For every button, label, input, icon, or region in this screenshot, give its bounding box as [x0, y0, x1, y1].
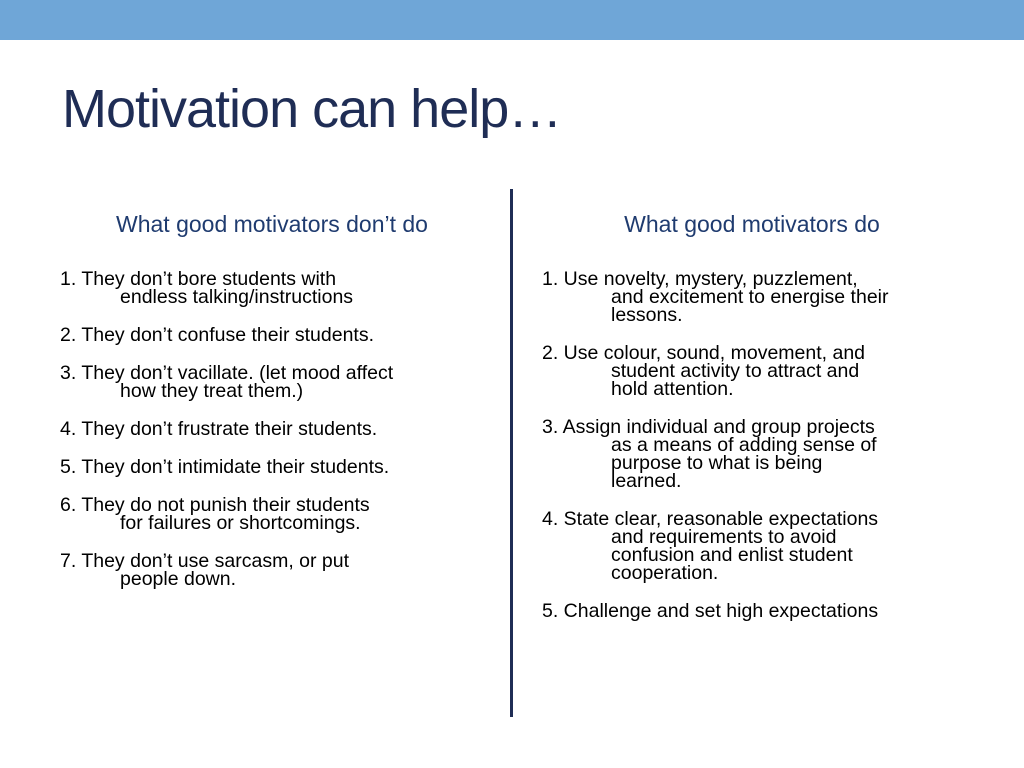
list-item-line: 7. They don’t use sarcasm, or put — [60, 550, 350, 572]
left-list-item-1 — [60, 270, 500, 306]
top-accent-bar — [0, 0, 1024, 40]
list-item-line: 1. Use novelty, mystery, puzzlement, — [542, 268, 858, 290]
list-item-line: 4. They don’t frustrate their students. — [60, 418, 378, 440]
list-item-line: hold attention. — [611, 378, 734, 400]
left-list-item-4 — [60, 420, 500, 438]
slide-title: Motivation can help… — [62, 79, 562, 139]
list-item-line: 3. They don’t vacillate. (let mood affect — [60, 362, 394, 384]
list-item-line: people down. — [120, 568, 237, 590]
list-item-line: endless talking/instructions — [120, 286, 354, 308]
right-list-item-2 — [542, 344, 982, 398]
column-divider — [510, 189, 513, 717]
left-list-item-6 — [60, 496, 500, 532]
list-item-line: lessons. — [611, 304, 683, 326]
left-column — [60, 208, 500, 608]
right-list-item-5 — [542, 602, 982, 620]
right-list-item-1 — [542, 270, 982, 324]
right-column-heading: What good motivators do — [624, 211, 880, 237]
list-item-line: 1. They don’t bore students with — [60, 268, 337, 290]
left-column-heading: What good motivators don’t do — [116, 211, 428, 237]
list-item-line: 2. Use colour, sound, movement, and — [542, 342, 866, 364]
list-item-line: as a means of adding sense of — [611, 434, 877, 456]
list-item-line: 2. They don’t confuse their students. — [60, 324, 374, 346]
list-item-line: confusion and enlist student — [611, 544, 853, 566]
left-list-item-2 — [60, 326, 500, 344]
list-item-line: 5. Challenge and set high expectations — [542, 600, 879, 622]
left-column-list — [60, 270, 500, 588]
right-list-item-4 — [542, 510, 982, 582]
list-item-line: cooperation. — [611, 562, 719, 584]
right-list-item-3 — [542, 418, 982, 490]
list-item-line: 5. They don’t intimidate their students. — [60, 456, 390, 478]
list-item-line: learned. — [611, 470, 682, 492]
list-item-line: purpose to what is being — [611, 452, 823, 474]
list-item-line: how they treat them.) — [120, 380, 304, 402]
left-list-item-5 — [60, 458, 500, 476]
list-item-line: 4. State clear, reasonable expectations — [542, 508, 879, 530]
left-list-item-3 — [60, 364, 500, 400]
right-column-list — [542, 270, 982, 620]
right-column — [542, 208, 982, 640]
list-item-line: and requirements to avoid — [611, 526, 837, 548]
list-item-line: 6. They do not punish their students — [60, 494, 370, 516]
list-item-line: and excitement to energise their — [611, 286, 889, 308]
left-list-item-7 — [60, 552, 500, 588]
list-item-line: student activity to attract and — [611, 360, 860, 382]
list-item-line: for failures or shortcomings. — [120, 512, 361, 534]
list-item-line: 3. Assign individual and group projects — [542, 416, 875, 438]
